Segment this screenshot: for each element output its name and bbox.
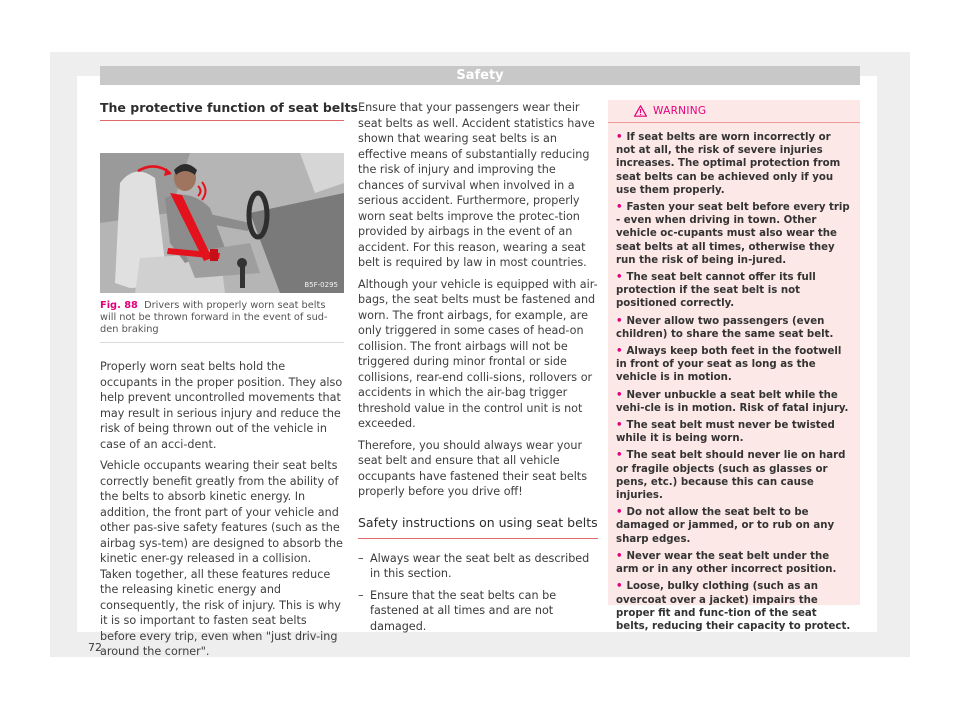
- warning-item: [616, 131, 852, 197]
- list-item: [358, 551, 600, 582]
- bullet-icon: •: [616, 507, 623, 519]
- list-item: [358, 588, 600, 635]
- bullet-icon: •: [616, 202, 623, 214]
- bullet-icon: •: [616, 581, 623, 593]
- paragraph: Ensure that your passengers wear their seat belts as well. Accident statistics have shown that wearing seat belts is an effective means of substantially reducing the risk of injury and improving the chances of survival when involved in a serious accident. Furthermore, properly worn seat belts improve the protec-tion provided by airbags in the event of an accident. For this reason, wearing a seat belt is required by law in most countries.: [358, 101, 595, 269]
- paragraph: Therefore, you should always wear your seat belt and ensure that all vehicle occupants have fastened their seat belts properly before you drive off!: [358, 438, 588, 498]
- warning-item: [616, 449, 852, 502]
- figure-label: Fig. 88: [100, 300, 138, 311]
- warning-item-text: Do not allow the seat belt to be damaged or jammed, or to rub on any sharp edges.: [616, 507, 835, 545]
- seat-belt-illustration: [100, 153, 344, 293]
- warning-item-text: If seat belts are worn incorrectly or not at all, the risk of severe injuries increases. The optimal protection from seat belts can be achieved only if you use them properly.: [616, 132, 841, 196]
- list-item-text: Always wear the seat belt as described in this section.: [370, 551, 590, 580]
- bullet-icon: •: [616, 389, 623, 401]
- warning-item: [616, 419, 852, 445]
- warning-item-text: Loose, bulky clothing (such as an overcoat over a jacket) impairs the proper fit and func-tion of the seat belts, reducing their capacity to protect.: [616, 581, 851, 632]
- warning-item-text: Never unbuckle a seat belt while the vehi-cle is in motion. Risk of fatal injury.: [616, 389, 849, 414]
- dash-icon: –: [358, 588, 364, 602]
- warning-item-text: Never allow two passengers (even children) to share the same seat belt.: [616, 315, 834, 340]
- warning-label: WARNING: [653, 105, 707, 117]
- page-header: Safety: [100, 66, 860, 85]
- warning-item-text: Fasten your seat belt before every trip - even when driving in town. Other vehicle oc-cupants must also wear the seat belts at all times, otherwise they run the risk of being in-jured.: [616, 202, 850, 266]
- warning-list: [608, 123, 860, 633]
- warning-item: [616, 580, 852, 633]
- bullet-icon: •: [616, 315, 623, 327]
- column-2: [358, 100, 600, 640]
- figure-caption-text: Drivers with properly worn seat belts will not be thrown forward in the event of sud-den braking: [100, 300, 328, 335]
- warning-item: [616, 506, 852, 546]
- warning-item: [616, 345, 852, 385]
- section-title: The protective function of seat belts: [100, 100, 344, 121]
- figure-caption: [100, 300, 344, 343]
- column-3: [608, 100, 860, 632]
- bullet-icon: •: [616, 272, 623, 284]
- paragraph: Although your vehicle is equipped with air-bags, the seat belts must be fastened and worn. The front airbags, for example, are only triggered in some cases of head-on collision. The front airbags will not be triggered during minor frontal or side collisions, rear-end colli-sions, rollovers or accidents in which the air-bag trigger threshold value in the control unit is not exceeded.: [358, 277, 598, 430]
- warning-triangle-icon: [634, 102, 647, 121]
- paragraph: Properly worn seat belts hold the occupants in the proper position. They also help prevent uncontrolled movements that may result in serious injury and reduce the risk of being thrown out of the vehicle in case of an acci-dent.: [100, 360, 343, 451]
- column-1-text: [100, 359, 344, 660]
- warning-box: [608, 100, 860, 632]
- instruction-list: [358, 551, 600, 635]
- bullet-icon: •: [616, 550, 623, 562]
- column-1: [100, 100, 358, 666]
- warning-header: [608, 100, 860, 123]
- bullet-icon: •: [616, 450, 623, 462]
- warning-item: [616, 389, 852, 415]
- dash-icon: –: [358, 551, 364, 565]
- bullet-icon: •: [616, 132, 623, 143]
- page-number: 72: [88, 641, 102, 654]
- warning-item-text: The seat belt cannot offer its full protection if the seat belt is not positioned correctly.: [616, 272, 816, 310]
- warning-item-text: Never wear the seat belt under the arm or in any other incorrect position.: [616, 550, 837, 576]
- warning-item: [616, 271, 852, 311]
- subsection-title: Safety instructions on using seat belts: [358, 514, 598, 539]
- figure-seat-belt: [100, 153, 344, 293]
- warning-item-text: The seat belt must never be twisted while it is being worn.: [616, 420, 835, 445]
- warning-item: [616, 315, 852, 341]
- paragraph: Vehicle occupants wearing their seat belts correctly benefit greatly from the ability of the belts to absorb kinetic energy. In addition, the front part of your vehicle and other pas-sive safety features (such as the airbag sys-tem) are designed to absorb the kinetic ener-gy released in a collision. Taken together, all these features reduce the releasing kinetic energy and consequently, the risk of injury. This is why it is so important to fasten seat belts before every trip, even when "just driv-ing around the corner".: [100, 459, 343, 658]
- warning-item: [616, 201, 852, 267]
- bullet-icon: •: [616, 346, 623, 358]
- warning-item: [616, 550, 852, 576]
- warning-item-text: Always keep both feet in the footwell in front of your seat as long as the vehicle is in motion.: [616, 346, 842, 384]
- list-item-text: Ensure that the seat belts can be fastened at all times and are not damaged.: [370, 588, 557, 633]
- warning-item-text: The seat belt should never lie on hard or fragile objects (such as glasses or pens, etc.) because this can cause injuries.: [616, 450, 846, 502]
- figure-code: B5F-0295: [304, 281, 338, 289]
- bullet-icon: •: [616, 420, 623, 432]
